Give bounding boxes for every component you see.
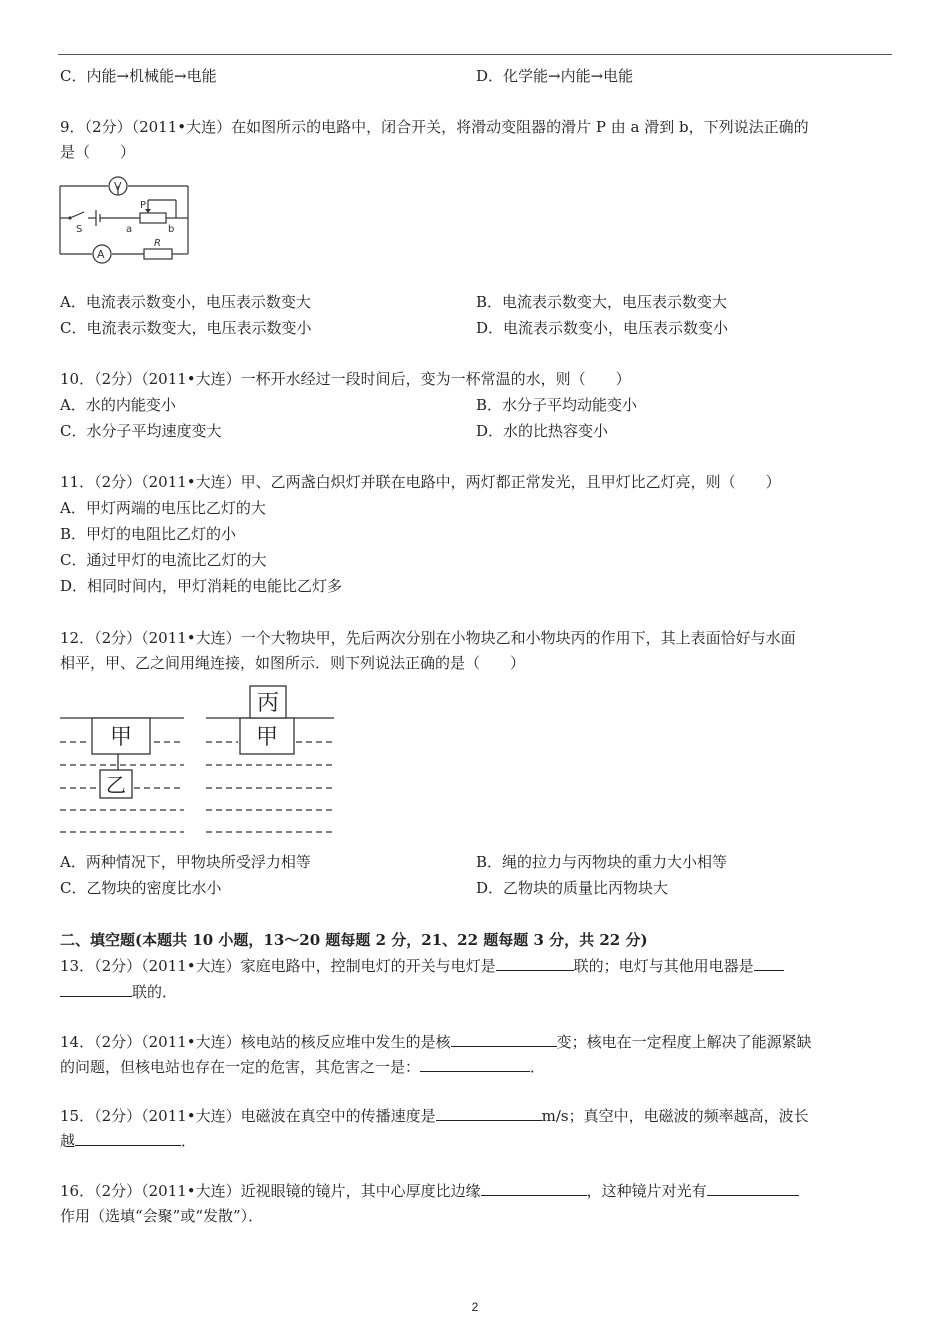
q13-blank-2b[interactable] [60,981,132,997]
q9-fig-label-v: V [114,180,122,193]
q13-text-part2: 联的；电灯与其他用电器是 [573,957,754,975]
q11-stem: 11．（2分）（2011•大连）甲、乙两盏白炽灯并联在电路中，两灯都正常发光，且甲灯比乙灯亮，则（ ） [60,473,781,491]
q9-fig-label-b-end: b [168,224,175,235]
q12-stem-line2: 相平，甲、乙之间用绳连接，如图所示．则下列说法正确的是（ ） [60,654,526,672]
q12-buoyancy-diagram [56,680,346,840]
q9-option-a: A．电流表示数变小，电压表示数变大 [60,293,311,311]
q12-stem-line1: 12．（2分）（2011•大连）一个大物块甲，先后两次分别在小物块乙和小物块丙的作用下，其上表面恰好与水面 [60,629,796,647]
q12-option-d: D．乙物块的质量比丙物块大 [476,879,669,897]
q9-fig-label-p: P [140,200,147,211]
q14-line2 [60,1056,545,1077]
q13-blank-1[interactable] [496,955,574,971]
q8-option-c: C．内能→机械能→电能 [60,67,217,85]
q9-stem-line1: 9．（2分）（2011•大连）在如图所示的电路中，闭合开关，将滑动变阻器的滑片 P 由 a 滑到 b，下列说法正确的 [60,118,809,136]
q8-option-d: D．化学能→内能→电能 [476,67,634,85]
q16-line2: 作用（选填“会聚”或“发散”）． [60,1207,264,1225]
q15-text-part1: 15．（2分）（2011•大连）电磁波在真空中的传播速度是 [60,1107,436,1125]
q9-option-d: D．电流表示数变小，电压表示数变小 [476,319,729,337]
q14-text-part3: 的问题，但核电站也存在一定的危害，其危害之一是： [60,1058,421,1076]
q11-option-c: C．通过甲灯的电流比乙灯的大 [60,551,267,569]
q10-option-a: A．水的内能变小 [60,396,176,414]
q16-line1 [60,1180,799,1201]
section-2-heading: 二、填空题(本题共 10 小题，13～20 题每题 2 分，21、22 题每题 3 分，共 22 分) [60,931,648,949]
q10-option-c: C．水分子平均速度变大 [60,422,222,440]
q14-blank-1[interactable] [451,1031,557,1047]
q9-circuit-diagram [56,172,196,272]
q15-blank-1[interactable] [436,1105,542,1121]
q15-text-part4: ． [181,1132,197,1150]
q14-text-part2: 变；核电在一定程度上解决了能源紧缺 [556,1033,812,1051]
q12-fig-label-jia-left: 甲 [109,725,133,750]
q9-fig-label-r: R [154,238,161,249]
q14-text-part1: 14．（2分）（2011•大连）核电站的核反应堆中发生的是核 [60,1033,451,1051]
q16-text-part2: ，这种镜片对光有 [586,1182,707,1200]
q13-blank-2a[interactable] [754,955,784,971]
q12-fig-label-bing: 丙 [256,691,280,716]
q14-line1 [60,1031,812,1052]
q16-blank-2[interactable] [707,1180,799,1196]
q13-text-part3: 联的． [132,983,178,1001]
q12-fig-label-jia-right: 甲 [255,725,279,750]
q12-option-b: B．绳的拉力与丙物块的重力大小相等 [476,853,728,871]
q12-fig-label-yi: 乙 [106,773,126,797]
q11-option-b: B．甲灯的电阻比乙灯的小 [60,525,237,543]
q12-option-c: C．乙物块的密度比水小 [60,879,222,897]
q9-option-c: C．电流表示数变大，电压表示数变小 [60,319,312,337]
q13-text-part1: 13．（2分）（2011•大连）家庭电路中，控制电灯的开关与电灯是 [60,957,496,975]
q14-blank-2[interactable] [420,1056,530,1072]
q9-fig-label-s: S [76,224,83,235]
q13-line1 [60,955,784,976]
q10-option-b: B．水分子平均动能变小 [476,396,638,414]
q9-stem-line2: 是（ ） [60,143,136,161]
q12-option-a: A．两种情况下，甲物块所受浮力相等 [60,853,311,871]
q14-text-part4: ． [530,1058,546,1076]
q16-blank-1[interactable] [481,1180,587,1196]
page-number: 2 [471,1300,479,1314]
q15-line1 [60,1105,809,1126]
q16-text-part1: 16．（2分）（2011•大连）近视眼镜的镜片，其中心厚度比边缘 [60,1182,481,1200]
q15-text-part2: m/s；真空中，电磁波的频率越高，波长 [541,1107,809,1125]
q15-blank-2[interactable] [75,1130,181,1146]
q10-stem: 10．（2分）（2011•大连）一杯开水经过一段时间后，变为一杯常温的水，则（ ） [60,370,631,388]
q11-option-a: A．甲灯两端的电压比乙灯的大 [60,499,266,517]
q13-line2 [60,981,177,1002]
q11-option-d: D．相同时间内，甲灯消耗的电能比乙灯多 [60,577,343,595]
q10-option-d: D．水的比热容变小 [476,422,609,440]
q15-text-part3: 越 [60,1132,76,1150]
q15-line2 [60,1130,196,1151]
q9-fig-label-a: A [97,248,105,261]
q9-fig-label-a-end: a [126,224,133,235]
header-rule [58,54,892,55]
q9-option-b: B．电流表示数变大，电压表示数变大 [476,293,728,311]
